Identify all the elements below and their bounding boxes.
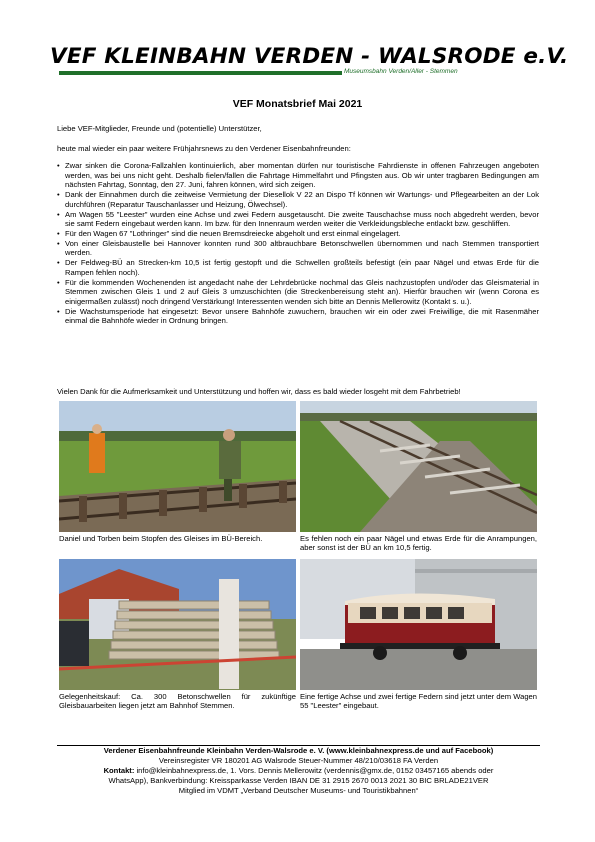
photo-caption: Es fehlen noch ein paar Nägel und etwas Erde für die Anrampungen, aber sonst ist der BÜ an km 10,5 fertig.: [300, 534, 537, 553]
photo-railcar: [300, 559, 537, 690]
news-list: [57, 161, 539, 326]
photo-caption: Eine fertige Achse und zwei fertige Federn sind jetzt unter dem Wagen 55 "Leester" eingebaut.: [300, 692, 537, 711]
footer-register-line: Vereinsregister VR 180201 AG Walsrode Steuer-Nummer 48/210/03618 FA Verden: [158, 756, 439, 765]
contact-text: info@kleinbahnexpress.de, 1. Vors. Dennis Mellerowitz (verdennis@gmx.de, 0152 03457165 abends oder: [136, 766, 494, 775]
greeting: Liebe VEF-Mitglieder, Freunde und (potentielle) Unterstützer,: [57, 124, 262, 133]
footer-bank-line: WhatsApp), Bankverbindung: Kreissparkasse Verden IBAN DE 31 2915 2670 0013 2021 30 BIC BRLADE21VER: [108, 776, 489, 785]
news-item: • Zwar sinken die Corona-Fallzahlen kontinuierlich, aber momentan dürfen nur touristische Fahrdienste in offenen Fahrzeugen angeboten werden, was bei uns nicht geht. Deshalb fielen/fallen die Fahrtage Himmelfahrt und Pfingsten aus. Ob wir unter tragbaren Bedingungen am nächsten Fahrtag, Sonntag, den 27. Juni, fahren können, wird sich zeigen.: [57, 161, 539, 190]
contact-label: Kontakt:: [103, 766, 135, 775]
photo-concrete-sleepers: [59, 559, 296, 690]
intro-line: heute mal wieder ein paar weitere Frühjahrsnews zu den Verdener Eisenbahnfreunden:: [57, 144, 351, 153]
footer-contact-line: [57, 766, 540, 776]
footer-membership-line: Mitglied im VDMT „Verband Deutscher Museums- und Touristikbahnen“: [178, 786, 419, 795]
photo-track-tamping: [59, 401, 296, 532]
letter-title: VEF Monatsbrief Mai 2021: [232, 98, 363, 110]
news-item: • Für die kommenden Wochenenden ist angedacht nahe der Lehrdebrücke nochmal das Gleis nachzustopfen und/oder das Gleismaterial in Stemmen zwischen Gleis 1 und 2 auf Gleis 3 umzuschichten (die Streckenbereisung steht an). Hierfür brauchen wir (wenn Corona es einigermaßen zulässt) noch dringend Verstärkung! Interessenten wenden sich bitte an Dennis Mellerowitz (Kontakt s. u.).: [57, 278, 539, 307]
news-item: • Dank der Einnahmen durch die zeitweise Vermietung der Diesellok V 22 an Dispo Tf können wir Wartungs- und Pflegearbeiten an der Lok durchführen (Reparatur Tauschanlasser und Heizung, Ölwechsel).: [57, 190, 539, 209]
header-green-rule: [59, 71, 342, 75]
news-item: • Die Wachstumsperiode hat eingesetzt: Bevor unsere Bahnhöfe zuwuchern, brauchen wir ein oder zwei Freiwillige, die mit Rasenmäher einmal die Bahnhöfe wieder in Ordnung bringen.: [57, 307, 539, 326]
photo-level-crossing: [300, 401, 537, 532]
news-item: • Der Feldweg-BÜ an Strecken-km 10,5 ist fertig gestopft und die Schwellen großteils befestigt (ein paar Nägel und etwas Erde für die Rampen fehlen noch).: [57, 258, 539, 277]
organization-title: VEF KLEINBAHN VERDEN - WALSRODE e.V.: [50, 44, 569, 69]
news-item: • Von einer Gleisbaustelle bei Hannover konnten rund 300 altbrauchbare Betonschwellen übernommen und nach Stemmen transportiert werden.: [57, 239, 539, 258]
photo-caption: Daniel und Torben beim Stopfen des Gleises im BÜ-Bereich.: [59, 534, 263, 543]
closing-line: Vielen Dank für die Aufmerksamkeit und Unterstützung und hoffen wir, dass es bald wieder losgeht mit dem Fahrbetrieb!: [57, 387, 461, 396]
organization-subtitle: Museumsbahn Verden/Aller - Stemmen: [344, 67, 458, 75]
news-item: • Für den Wagen 67 "Lothringer" sind die neuen Bremsdreiecke abgeholt und erst einmal eingelagert.: [57, 229, 539, 239]
footer-org-line: Verdener Eisenbahnfreunde Kleinbahn Verden-Walsrode e. V. (www.kleinbahnexpress.de und auf Facebook): [103, 746, 494, 755]
photo-caption: Gelegenheitskauf: Ca. 300 Betonschwellen für zukünftige Gleisbauarbeiten liegen jetzt am Bahnhof Stemmen.: [59, 692, 296, 711]
news-item: • Am Wagen 55 "Leester" wurden eine Achse und zwei Federn ausgetauscht. Die zweite Tauschachse muss noch abgedreht werden, bevor sie samt Federn eingebaut werden kann. Im bzw. für den Innenraum werden weiter die Verkleidungsbleche entlackt bzw. geschliffen.: [57, 210, 539, 229]
